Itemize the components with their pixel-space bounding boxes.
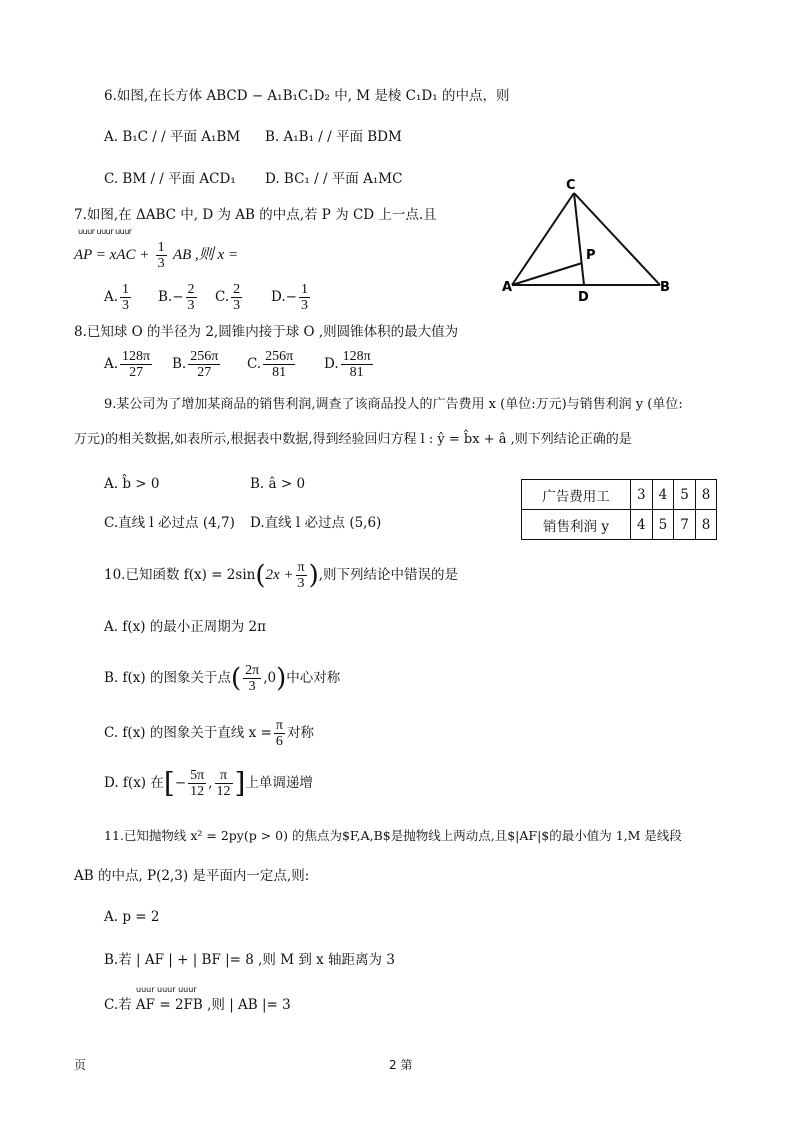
edge-ap [512, 263, 582, 285]
q7-option-c: C. $\frac{2}{3}$ [215, 282, 241, 313]
q8-option-d: D. $\frac{128\pi}{81}$ [324, 349, 371, 380]
q11-stem-line2: AB 的中点, P(2,3) 是平面内一定点,则: [74, 868, 310, 884]
q8-option-b: B. $\frac{256\pi}{27}$ [172, 349, 219, 380]
q7-eq-right: AB ,则 x = [172, 247, 239, 263]
q11-stem-line1: 11.已知抛物线 x² = 2py(p > 0) 的焦点为$F,A,B$是抛物线上两动点,且$|AF|$的最小值为 1,M 是线段 [104, 828, 682, 843]
q6-stem: 6.如图,在长方体 ABCD − A₁B₁C₁D₂ 中, M 是棱 C₁D₁ 的中点，则 [104, 88, 510, 104]
table-cell: 4 [652, 480, 674, 510]
q9-option-d: D.直线 l 必过点 (5,6) [250, 515, 382, 531]
table-cell: 8 [695, 510, 717, 540]
edge-cd [574, 193, 584, 285]
footer-left: 页 [74, 1058, 87, 1072]
label-p: P [586, 248, 596, 263]
q11-vector-marks: uuur uuur uuur [136, 985, 197, 994]
edge-ca [512, 193, 574, 285]
q10-option-d: D. f(x) 在[− $\frac{5\pi}{12}$ , $\frac{\pi}{12}$ ]上单调递增 [104, 766, 313, 800]
q11-option-c: C.若 AF = 2FB ,则 | AB |= 3 [104, 997, 291, 1013]
edge-cb [574, 193, 660, 285]
table-cell: 8 [695, 480, 717, 510]
q11-option-a: A. p = 2 [104, 909, 160, 925]
q7-stem: 7.如图,在 ΔABC 中, D 为 AB 的中点,若 P 为 CD 上一点.且 [74, 207, 437, 223]
table-cell: 7 [674, 510, 696, 540]
q6-option-b: B. A₁B₁ / / 平面 BDM [265, 129, 402, 145]
q11-option-b: B.若 | AF | + | BF |= 8 ,则 M 到 x 轴距离为 3 [104, 952, 395, 968]
table-cell: 4 [631, 510, 653, 540]
q8-stem: 8.已知球 O 的半径为 2,圆锥内接于球 O ,则圆锥体积的最大值为 [74, 324, 459, 340]
page-number: 2 第 [389, 1058, 413, 1072]
q9-option-c: C.直线 l 必过点 (4,7) [104, 515, 235, 531]
q7-option-b: B.− $\frac{2}{3}$ [158, 282, 195, 313]
left-paren: ( [255, 560, 266, 591]
table-row [522, 510, 717, 540]
q9-option-b: B. â > 0 [250, 476, 306, 492]
q10-option-c: C. f(x) 的图象关于直线 x = $\frac{\pi}{6}$ 对称 [104, 718, 314, 749]
q6-option-a: A. B₁C / / 平面 A₁BM [104, 129, 241, 145]
table-cell: 5 [674, 480, 696, 510]
q9-option-a: A. b̂ > 0 [104, 476, 160, 492]
table-cell: 广告费用工 [522, 480, 631, 510]
q6-option-d: D. BC₁ / / 平面 A₁MC [265, 171, 403, 187]
q7-vector-marks: uuur uuur uuur [78, 227, 132, 236]
q7-option-d: D.− $\frac{1}{3}$ [271, 282, 308, 313]
q10-stem: 10.已知函数 f(x) = 2sin(2x + $\frac{\pi}{3}$ ),则下列结论中错误的是 [104, 560, 459, 591]
label-d: D [578, 290, 589, 305]
q9-stem-line2: 万元)的相关数据,如表所示,根据表中数据,得到经验回归方程 l : ŷ = b̂x + â ,则下列结论正确的是 [74, 432, 632, 447]
label-b: B [660, 280, 670, 295]
q7-eq-left: AP = xAC + [74, 247, 150, 263]
table-cell: 销售利润 y [522, 510, 631, 540]
triangle-figure [500, 175, 690, 305]
q9-stem-line1: 9.某公司为了增加某商品的销售利润,调查了该商品投人的广告费用 x (单位:万元)与销售利润 y (单位: [104, 397, 683, 412]
right-paren: ) [308, 560, 319, 591]
label-c: C [566, 178, 576, 193]
q8-option-c: C. $\frac{256\pi}{81}$ [247, 349, 294, 380]
table-cell: 5 [652, 510, 674, 540]
label-a: A [502, 280, 513, 295]
q7-eq-fraction: $\frac{1}{3}$ [157, 240, 165, 271]
q10-option-b: B. f(x) 的图象关于点( $\frac{2\pi}{3}$ ,0)中心对称 [104, 663, 341, 694]
table-row [522, 480, 717, 510]
q7-option-a: A. $\frac{1}{3}$ [104, 282, 130, 313]
q8-option-a: A. $\frac{128\pi}{27}$ [104, 349, 151, 380]
q6-option-c: C. BM / / 平面 ACD₁ [104, 171, 236, 187]
q7-equation [74, 240, 238, 271]
table-cell: 3 [631, 480, 653, 510]
q10-option-a: A. f(x) 的最小正周期为 2π [104, 619, 267, 635]
q9-data-table [521, 479, 717, 540]
